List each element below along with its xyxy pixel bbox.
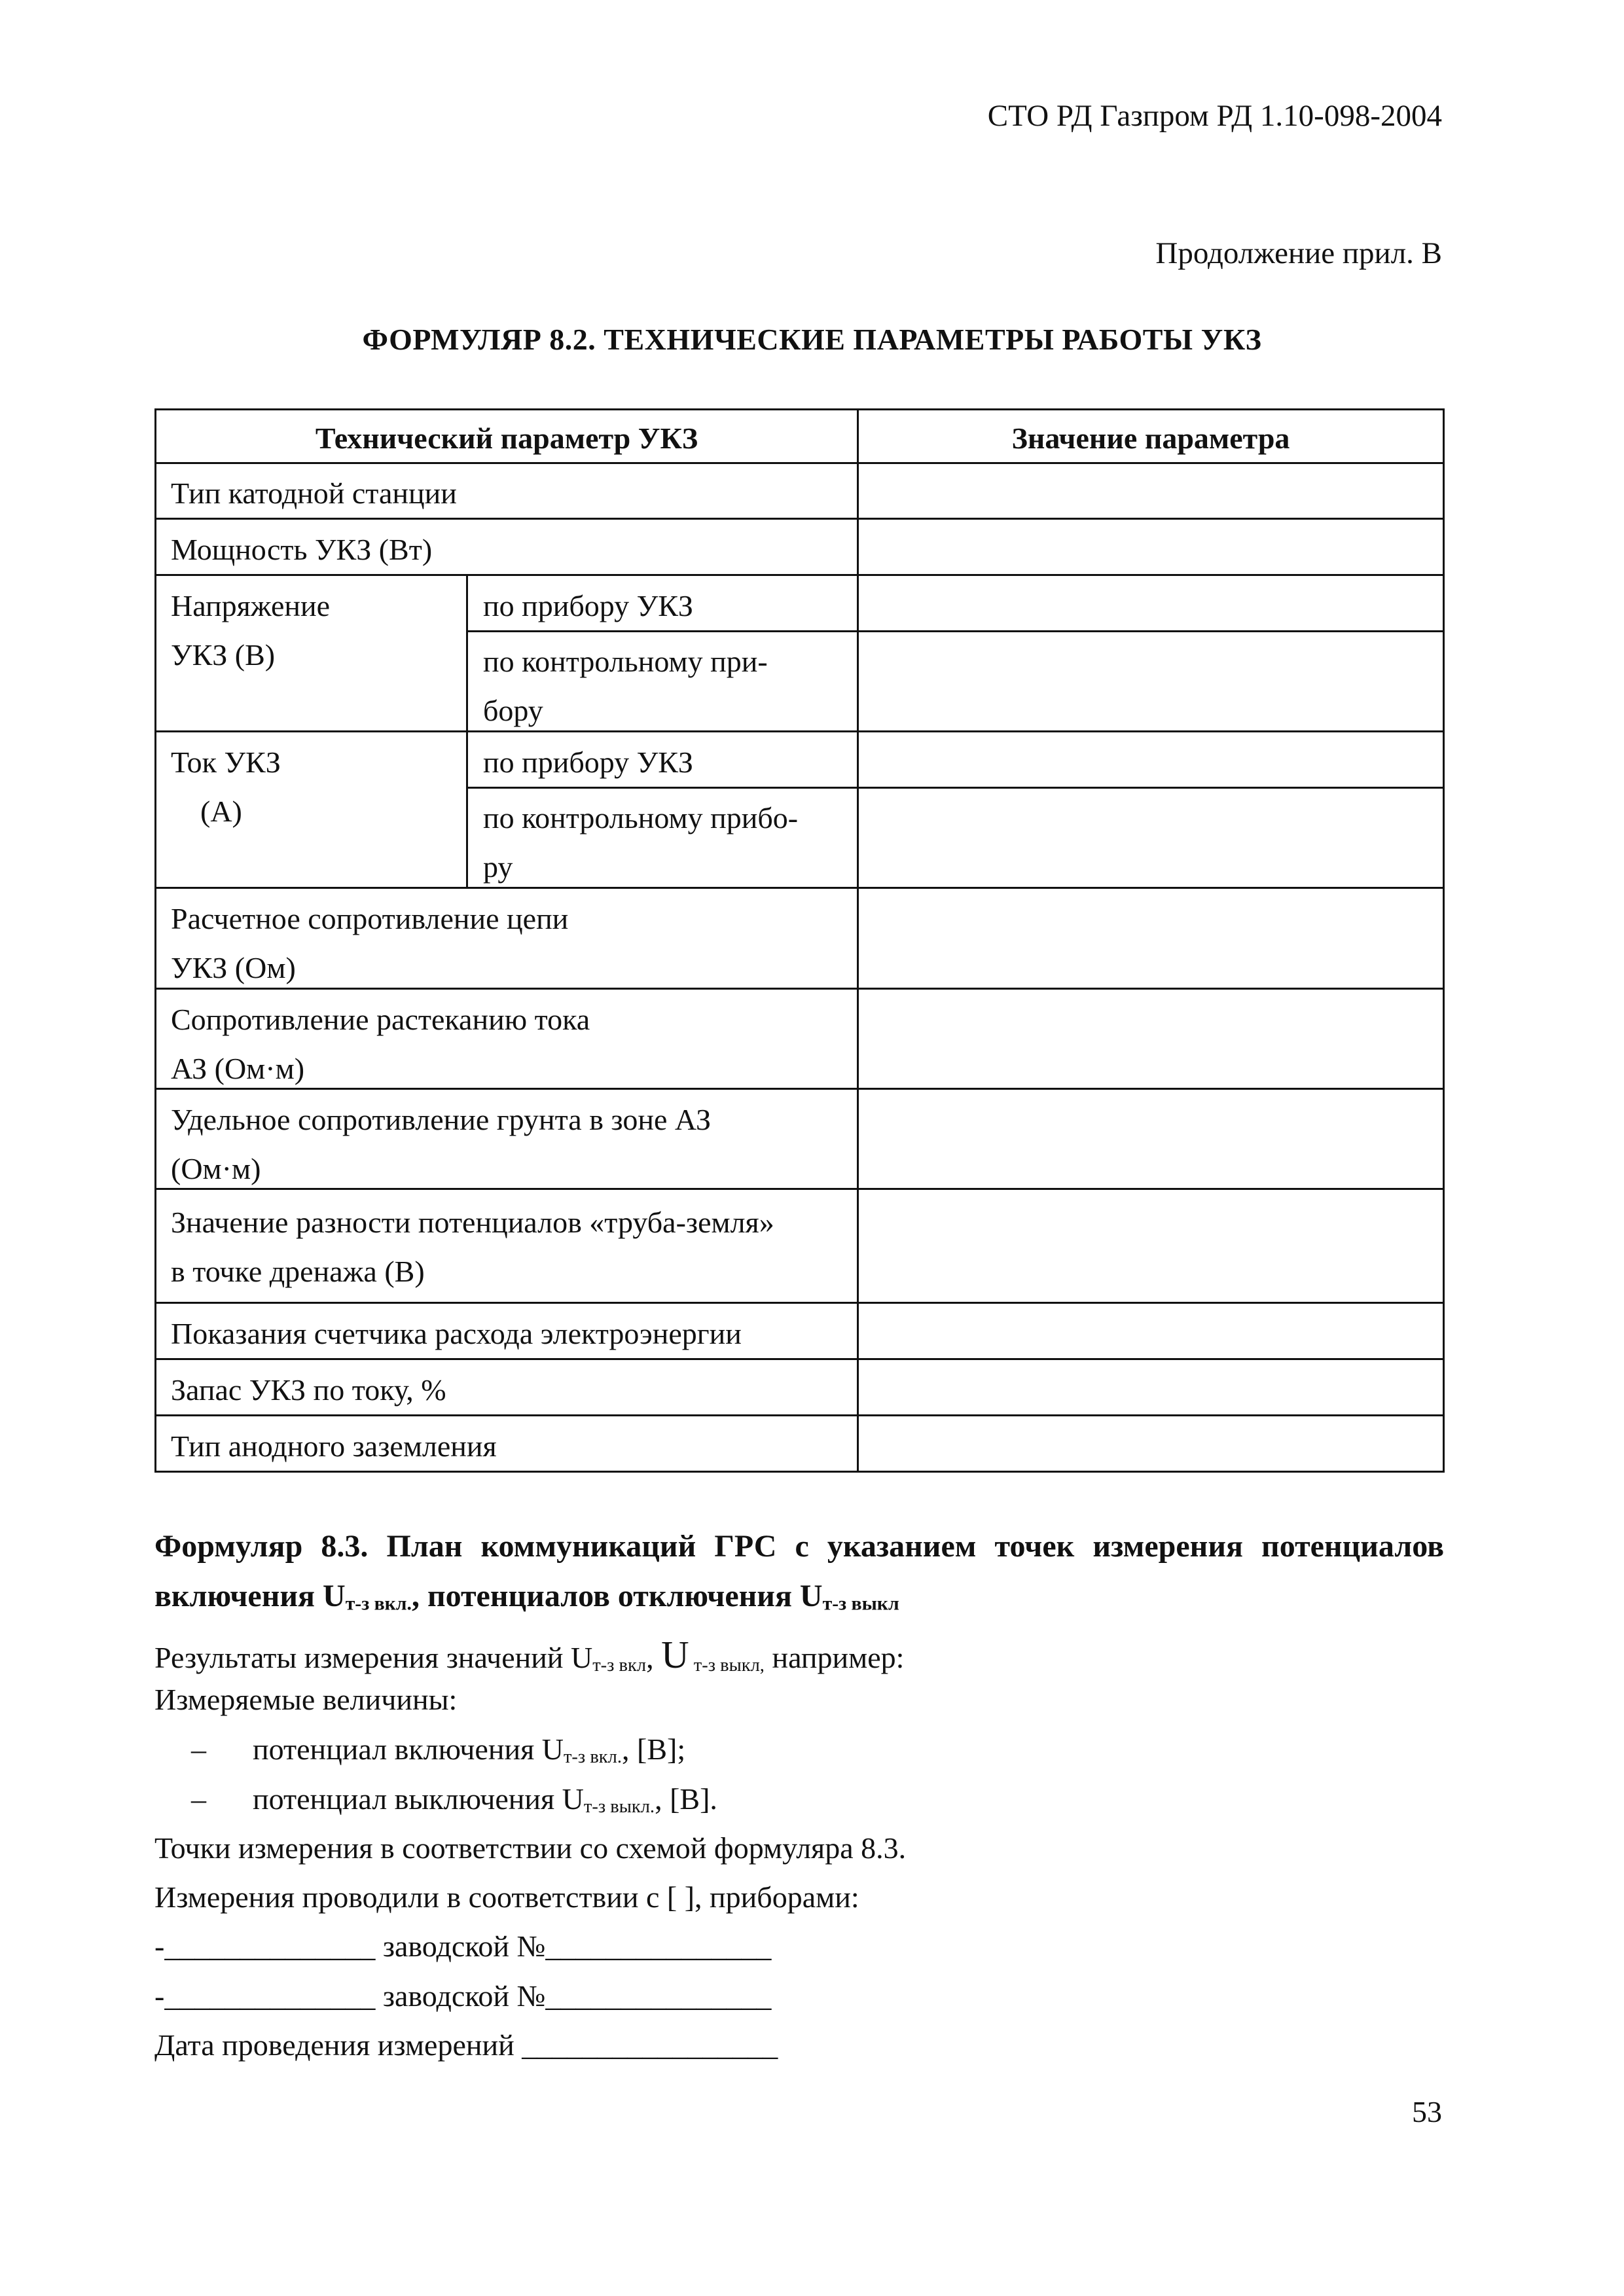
bullet-item-on-potential: потенциал включения $U_{т-з вкл.}$, [В]; bbox=[253, 1732, 686, 1768]
instrument-entry-2: -______________ заводской №_______________ bbox=[154, 1979, 772, 2013]
row-station-type: Тип катодной станции bbox=[171, 476, 457, 510]
row-current-by-device: по прибору УКЗ bbox=[483, 745, 693, 779]
measurement-date-line: Дата проведения измерений _________________ bbox=[154, 2028, 778, 2062]
row-current-label: (А) bbox=[200, 795, 242, 828]
column-header-value: Значение параметра bbox=[1011, 422, 1290, 455]
bullet-dash: – bbox=[191, 1732, 206, 1766]
page-number: 53 bbox=[1412, 2095, 1442, 2128]
form-8-3-title-line1: Формуляр 8.3. План коммуникаций ГРС с указанием точек измерения потенциалов bbox=[154, 1529, 1444, 1564]
document-code: СТО РД Газпром РД 1.10-098-2004 bbox=[987, 99, 1442, 133]
row-soil-resistivity: Удельное сопротивление грунта в зоне АЗ bbox=[171, 1103, 711, 1136]
table-rule bbox=[154, 518, 1445, 520]
row-spreading-resistance: АЗ (Ом·м) bbox=[171, 1052, 305, 1085]
table-rule bbox=[154, 1358, 1445, 1360]
row-spreading-resistance: Сопротивление растеканию тока bbox=[171, 1003, 590, 1036]
instruments-line: Измерения проводили в соответствии с [ ], приборами: bbox=[154, 1880, 859, 1914]
row-anode-grounding-type: Тип анодного заземления bbox=[171, 1429, 497, 1463]
table-rule bbox=[857, 408, 859, 1473]
row-potential-difference: Значение разности потенциалов «труба-земля» bbox=[171, 1206, 774, 1239]
bullet-dash: – bbox=[191, 1782, 206, 1816]
row-power: Мощность УКЗ (Вт) bbox=[171, 533, 433, 566]
table-rule bbox=[154, 1302, 1445, 1304]
table-rule bbox=[154, 408, 1445, 410]
table-rule bbox=[154, 462, 1445, 464]
row-circuit-resistance: УКЗ (Ом) bbox=[171, 951, 296, 984]
table-rule bbox=[466, 574, 468, 730]
table-rule bbox=[154, 730, 1445, 732]
row-soil-resistivity: (Ом·м) bbox=[171, 1152, 261, 1185]
table-rule bbox=[154, 1188, 1445, 1190]
table-rule bbox=[1443, 408, 1445, 1473]
measured-values-heading: Измеряемые величины: bbox=[154, 1683, 458, 1716]
table-rule bbox=[154, 1088, 1445, 1090]
column-header-parameter: Технический параметр УКЗ bbox=[315, 422, 698, 455]
form-8-2-title: ФОРМУЛЯР 8.2. ТЕХНИЧЕСКИЕ ПАРАМЕТРЫ РАБОТЫ УКЗ bbox=[362, 323, 1262, 356]
table-rule bbox=[466, 787, 1445, 789]
table-rule bbox=[466, 730, 468, 887]
row-potential-difference: в точке дренажа (В) bbox=[171, 1255, 425, 1288]
row-voltage-by-control: по контрольному при- bbox=[483, 645, 768, 678]
table-rule bbox=[154, 574, 1445, 576]
row-voltage-label: Напряжение bbox=[171, 589, 331, 622]
row-voltage-label: УКЗ (В) bbox=[171, 638, 276, 672]
table-rule bbox=[466, 630, 1445, 632]
table-rule bbox=[154, 1471, 1445, 1473]
table-rule bbox=[154, 988, 1445, 990]
table-rule bbox=[154, 887, 1445, 889]
bullet-item-off-potential: потенциал выключения $U_{т-з выкл.}$, [В]. bbox=[253, 1782, 717, 1818]
row-meter-reading: Показания счетчика расхода электроэнергии bbox=[171, 1317, 742, 1350]
results-line: Результаты измерения значений $U_{т-з вкл}$, U $_{т-з выкл,}$ например: bbox=[154, 1634, 905, 1676]
row-current-label: Ток УКЗ bbox=[171, 745, 281, 779]
table-rule bbox=[154, 408, 156, 1473]
row-current-reserve: Запас УКЗ по току, % bbox=[171, 1373, 446, 1407]
measurement-points-line: Точки измерения в соответствии со схемой формуляра 8.3. bbox=[154, 1831, 907, 1865]
row-voltage-by-control: бору bbox=[483, 694, 543, 727]
row-current-by-control: по контрольному прибо- bbox=[483, 801, 799, 834]
instrument-entry-1: -______________ заводской №_______________ bbox=[154, 1929, 772, 1963]
form-8-3-title bbox=[154, 1522, 1444, 1621]
table-rule bbox=[154, 1414, 1445, 1416]
form-8-3-title-line2: включения $U_{т-з вкл.}$, потенциалов отключения $U_{т-з выкл}$ bbox=[154, 1579, 899, 1615]
row-voltage-by-device: по прибору УКЗ bbox=[483, 589, 693, 622]
continuation-note: Продолжение прил. В bbox=[1155, 236, 1442, 270]
row-circuit-resistance: Расчетное сопротивление цепи bbox=[171, 902, 569, 935]
row-current-by-control: ру bbox=[483, 850, 513, 884]
